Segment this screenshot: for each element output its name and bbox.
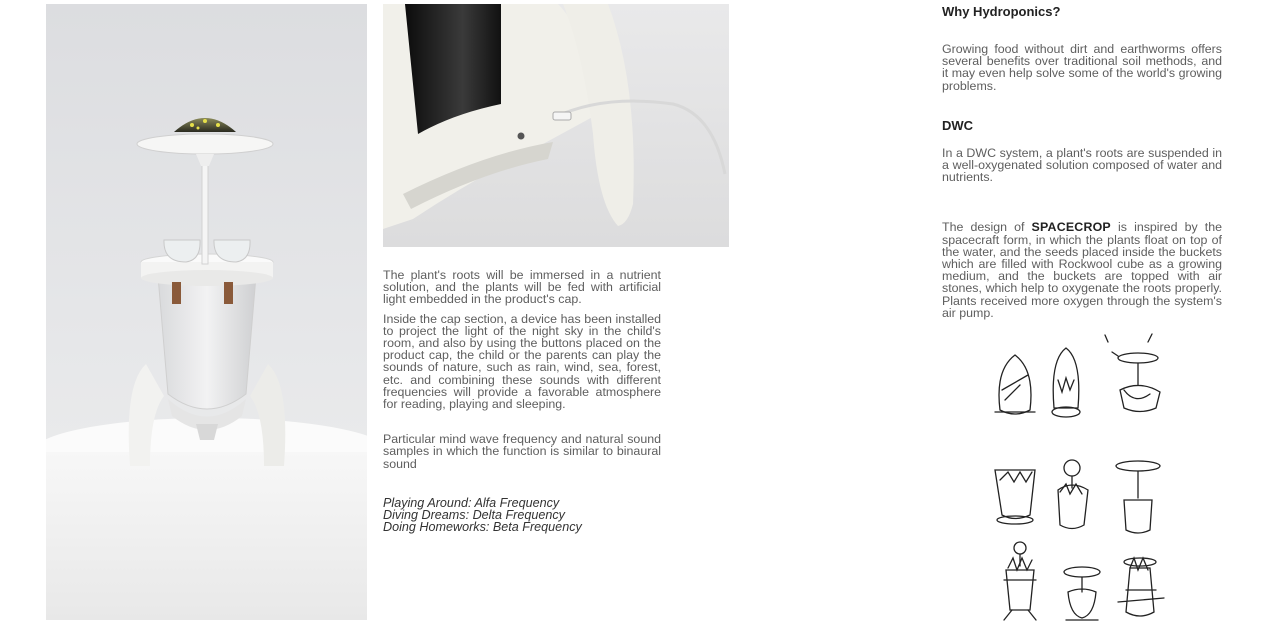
spacecrop-lead: The design of [942,220,1032,235]
product-render-image [46,4,367,620]
brand-name: SPACECROP [1031,220,1111,235]
spacecrop-body: is inspired by the spacecraft form, in which the plants float on top of the water, and the seeds placed inside the buckets which are filled with Rockwool cube as a growing medium, and the buckets are topped with air stones, which help to oxygenate the roots properly. Plants received more oxygen through the system's air pump. [942,220,1222,320]
sketch-drawings [980,330,1180,626]
concept-sketches [980,330,1180,626]
spacecrop-product-illustration [46,4,367,620]
frequency-paragraph: Particular mind wave frequency and natural sound samples in which the function is similar to binaural sound [383,432,661,471]
mode-item: Playing Around: Alfa Frequency [383,495,560,510]
right-text-column [942,4,1222,319]
mode-list [383,497,661,534]
why-hydroponics-heading: Why Hydroponics? [942,4,1061,19]
middle-text-column [383,269,661,533]
mode-item: Diving Dreams: Delta Frequency [383,508,565,523]
mode-item: Doing Homeworks: Beta Frequency [383,520,582,535]
hydroponics-paragraph: Growing food without dirt and earthworms offers several benefits over traditional soil methods, and it may even help solve some of the world's growing problems. [942,42,1222,93]
dwc-paragraph: In a DWC system, a plant's roots are suspended in a well-oxygenated solution composed of water and nutrients. [942,145,1222,185]
roots-paragraph: The plant's roots will be immersed in a nutrient solution, and the plants will be fed with artificial light embedded in the product's cap. [383,268,661,307]
dwc-heading: DWC [942,117,974,133]
cap-connector-illustration [383,4,729,247]
cap-section-paragraph: Inside the cap section, a device has been installed to project the light of the night sky in the child's room, and also by using the buttons placed on the product cap, the child or the parents can play the sounds of nature, such as rain, wind, sea, forest, etc. and combining these sounds with different frequencies will provide a favorable atmosphere for reading, playing and sleeping. [383,311,661,412]
spacecrop-paragraph [942,221,1222,319]
detail-render-image [383,4,729,247]
